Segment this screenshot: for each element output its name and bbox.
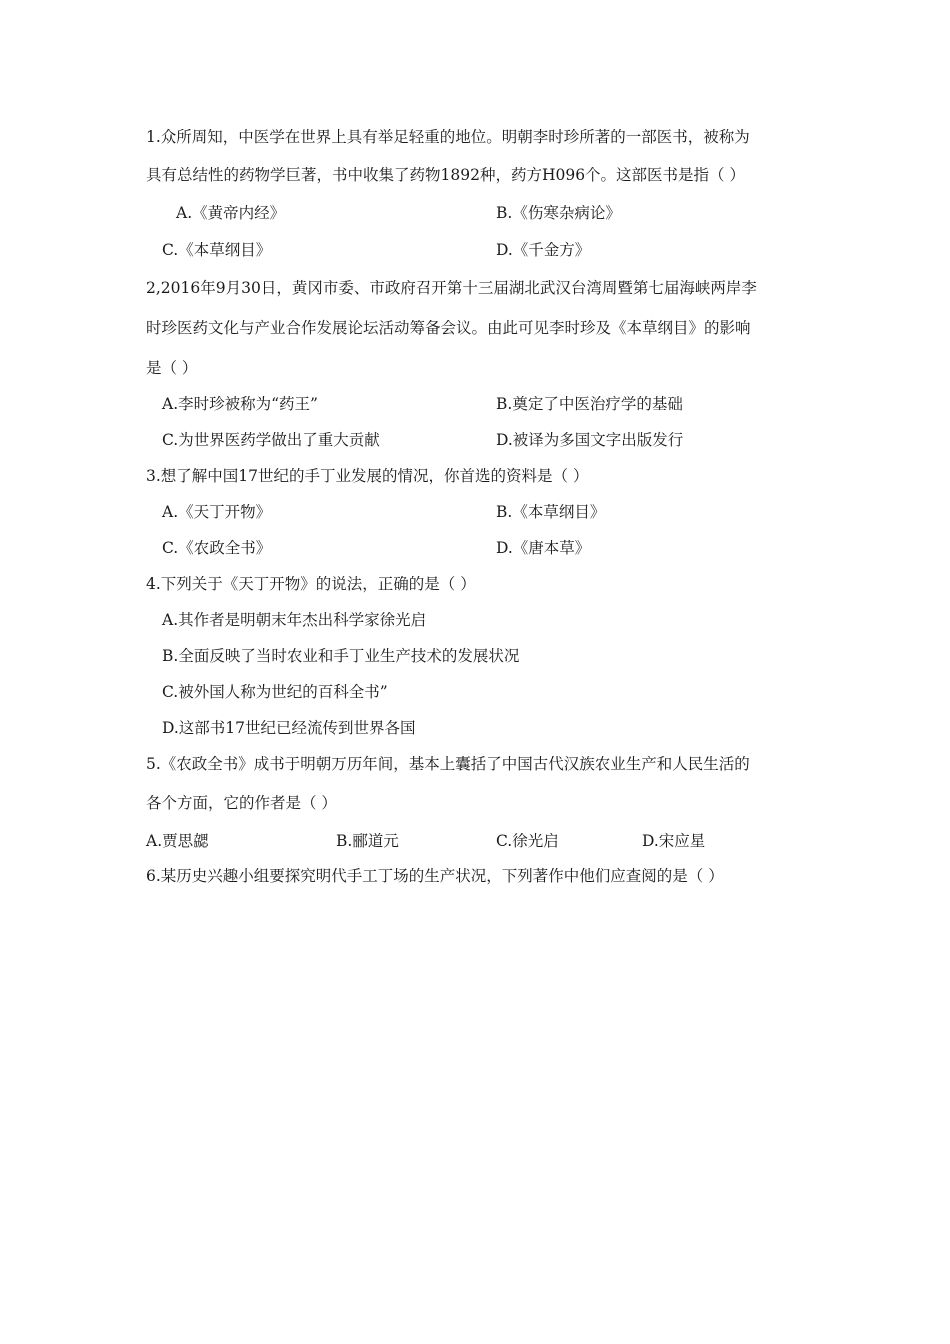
q5-option-c: C.徐光启 <box>496 832 559 850</box>
q3-option-a: A.《天丁开物》 <box>162 503 272 521</box>
q5-option-d: D.宋应星 <box>642 832 706 850</box>
q4-stem-line-1: 4.下列关于《天丁开物》的说法，正确的是（ ） <box>146 575 476 593</box>
q3-option-d: D.《唐本草》 <box>496 539 591 557</box>
q4-option-d: D.这部书17世纪已经流传到世界各国 <box>162 719 416 737</box>
q5-option-a: A.贾思勰 <box>146 832 209 850</box>
q5-stem-line-2: 各个方面，它的作者是（ ） <box>146 794 337 812</box>
q2-option-d: D.被译为多国文字出版发行 <box>496 431 684 449</box>
q4-option-a: A.其作者是明朝末年杰出科学家徐光启 <box>162 611 427 629</box>
q4-option-b: B.全面反映了当时农业和手丁业生产技术的发展状况 <box>162 647 520 665</box>
q1-stem-line-2: 具有总结性的药物学巨著，书中收集了药物1892种，药方H096个。这部医书是指（ ） <box>146 166 745 184</box>
q1-option-a: A.《黄帝内经》 <box>176 204 286 222</box>
q1-option-c: C.《本草纲目》 <box>162 241 272 259</box>
q3-option-c: C.《农政全书》 <box>162 539 272 557</box>
q5-option-b: B.郦道元 <box>336 832 399 850</box>
q4-option-c: C.被外国人称为世纪的百科全书” <box>162 683 388 701</box>
q1-stem-line-1: 1.众所周知，中医学在世界上具有举足轻重的地位。明朝李时珍所著的一部医书，被称为 <box>146 128 750 146</box>
q2-stem-line-2: 时珍医药文化与产业合作发展论坛活动筹备会议。由此可见李时珍及《本草纲目》的影响 <box>146 319 751 337</box>
q3-stem-line-1: 3.想了解中国17世纪的手丁业发展的情况，你首选的资料是（ ） <box>146 467 589 485</box>
q2-stem-line-3: 是（ ） <box>146 359 198 377</box>
q5-stem-line-1: 5.《农政全书》成书于明朝万历年间，基本上囊括了中国古代汉族农业生产和人民生活的 <box>146 755 750 773</box>
q2-option-b: B.奠定了中医治疗学的基础 <box>496 395 683 413</box>
q1-option-b: B.《伤寒杂病论》 <box>496 204 621 222</box>
q2-option-c: C.为世界医药学做出了重大贡献 <box>162 431 380 449</box>
q3-option-b: B.《本草纲目》 <box>496 503 606 521</box>
q1-option-d: D.《千金方》 <box>496 241 591 259</box>
q6-stem-line-1: 6.某历史兴趣小组要探究明代手工丁场的生产状况，下列著作中他们应查阅的是（ ） <box>146 867 724 885</box>
q2-stem-line-1: 2,2016年9月30日，黄冈市委、市政府召开第十三届湖北武汉台湾周暨第七届海峡两岸李 <box>146 279 757 297</box>
q2-option-a: A.李时珍被称为“药王” <box>162 395 318 413</box>
